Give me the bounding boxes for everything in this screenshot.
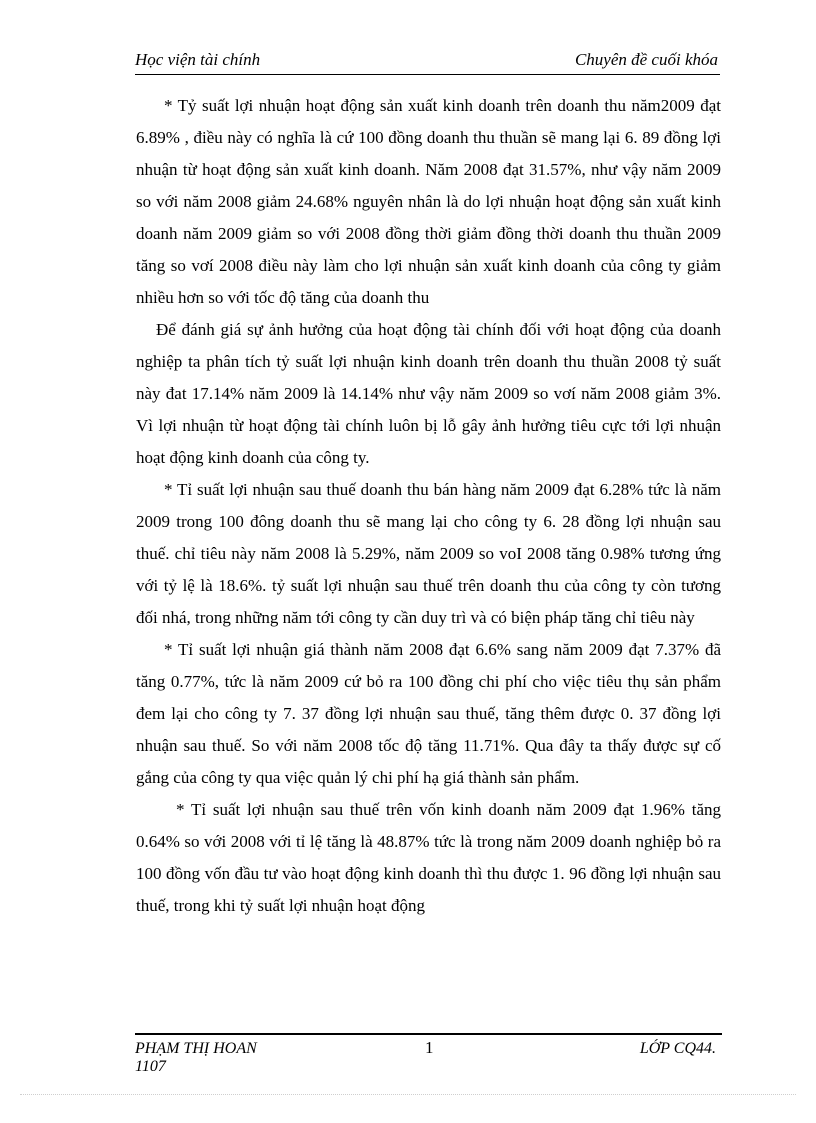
page-header [135,48,720,75]
class-label: LỚP CQ44. [639,1040,716,1057]
paragraph-3: * Tỉ suất lợi nhuận sau thuế doanh thu bán hàng năm 2009 đạt 6.28% tức là năm 2009 trong 100 đông doanh thu sẽ mang lại cho công ty 6. 28 đồng lợi nhuận sau thuế. chỉ tiêu này năm 2008 là 5.29%, năm 2009 so voI 2008 tăng 0.98% tương ứng với tỷ lệ là 18.6%. tỷ suất lợi nhuận sau thuế trên doanh thu của công ty còn tương đối nhá, trong những năm tới công ty cần duy trì và có biện pháp tăng chỉ tiêu này [136,480,721,627]
footer-divider [135,1033,722,1035]
author-name-line1: PHẠM THỊ HOAN [135,1040,257,1057]
paragraph-5: * Tỉ suất lợi nhuận sau thuế trên vốn kinh doanh năm 2009 đạt 1.96% tăng 0.64% so với 2008 với tỉ lệ tăng là 48.87% tức là trong năm 2009 doanh nghiệp bỏ ra 100 đồng vốn đầu tư vào hoạt động kinh doanh thì thu được 1. 96 đồng lợi nhuận sau thuế, trong khi tỷ suất lợi nhuận hoạt động [136,800,721,915]
header-institution: Học viện tài chính [135,50,261,69]
document-body [136,90,721,922]
paragraph-2: Để đánh giá sự ảnh hưởng của hoạt động tài chính đối với hoạt động của doanh nghiệp ta phân tích tỷ suất lợi nhuận kinh doanh trên doanh thu thuần 2008 tỷ suất này đat 17.14% năm 2009 là 14.14% như vậy năm 2009 so vơí năm 2008 giảm 3%. Vì lợi nhuận từ hoạt động tài chính luôn bị lỗ gây ảnh hưởng tiêu cực tới lợi nhuận hoạt động kinh doanh của công ty. [136,320,721,467]
paragraph-4: * Tỉ suất lợi nhuận giá thành năm 2008 đạt 6.6% sang năm 2009 đạt 7.37% đã tăng 0.77%, tức là năm 2009 cứ bỏ ra 100 đồng chi phí cho việc tiêu thụ sản phẩm đem lại cho công ty 7. 37 đồng lợi nhuận sau thuế, tăng thêm được 0. 37 đồng lợi nhuận sau thuế. So với năm 2008 tốc độ tăng 11.71%. Qua đây ta thấy được sự cố gắng của công ty qua việc quản lý chi phí hạ giá thành sản phẩm. [136,640,721,787]
paragraph-1: * Tỷ suất lợi nhuận hoạt động sản xuất kinh doanh trên doanh thu năm2009 đạt 6.89% , điều này có nghĩa là cứ 100 đồng doanh thu thuần sẽ mang lại 6. 89 đồng lợi nhuận từ hoạt động sản xuất kinh doanh. Năm 2008 đạt 31.57%, như vậy năm 2009 so với năm 2008 giảm 24.68% nguyên nhân là do lợi nhuận hoạt động sản xuất kinh doanh năm 2009 giảm so với 2008 đồng thời giảm đồng thời doanh thu thuần 2009 tăng so vơí 2008 điều này làm cho lợi nhuận sản xuất kinh doanh của công ty giảm nhiều hơn so với tốc độ tăng của doanh thu [136,96,721,307]
page-number: 1 [425,1038,434,1057]
author-name-line2: 1107 [135,1058,166,1075]
author-name [135,1040,257,1076]
page-edge-divider [20,1094,796,1095]
header-document-type: Chuyên đề cuối khóa [574,50,718,69]
